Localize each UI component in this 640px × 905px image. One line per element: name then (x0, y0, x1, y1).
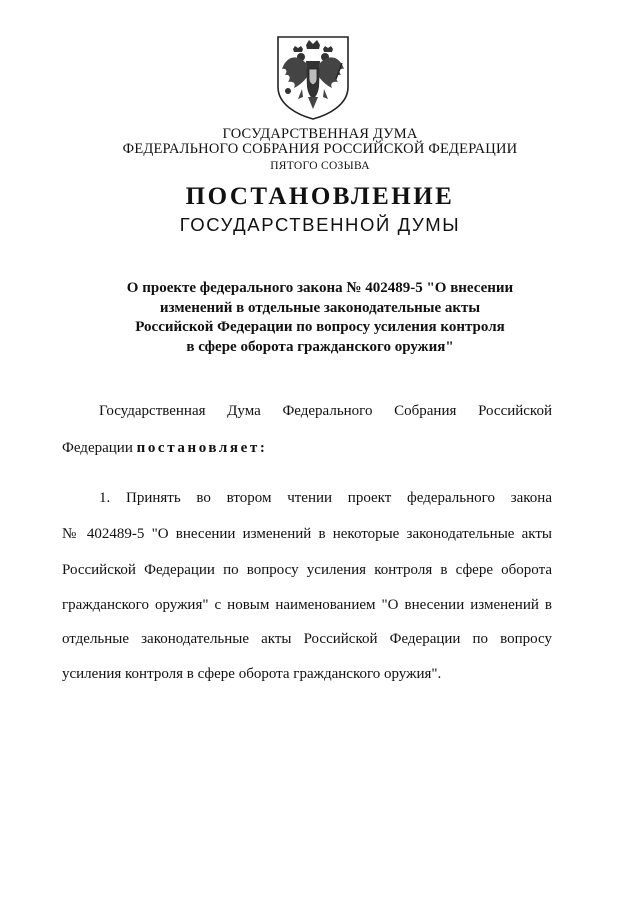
document-issuer-title: ГОСУДАРСТВЕННОЙ ДУМЫ (179, 214, 461, 235)
preamble-prefix: Федерации (62, 440, 133, 456)
subject-line: в сфере оборота гражданского оружия" (186, 338, 454, 355)
preamble-line: Государственная Дума Федерального Собрания Российской (99, 403, 552, 419)
subject-line: Российской Федерации по вопросу усиления контроля (135, 319, 505, 335)
preamble-line (62, 440, 552, 457)
org-line-1: ГОСУДАРСТВЕННАЯ ДУМА (222, 126, 418, 142)
item-1-line: отдельные законодательные акты Российской Федерации по вопросу (62, 631, 552, 647)
convocation-line: ПЯТОГО СОЗЫВА (270, 160, 370, 172)
item-1-line: усиления контроля в сфере оборота гражданского оружия". (62, 666, 442, 682)
item-1-line: 1. Принять во втором чтении проект федерального закона (99, 490, 552, 506)
item-1-line: гражданского оружия" с новым наименованием "О внесении изменений в (62, 597, 552, 613)
coat-of-arms-emblem-icon (276, 35, 350, 121)
item-1-line: Российской Федерации по вопросу усиления контроля в сфере оборота (62, 562, 552, 578)
org-line-2: ФЕДЕРАЛЬНОГО СОБРАНИЯ РОССИЙСКОЙ ФЕДЕРАЦИИ (122, 141, 518, 157)
item-1-line: № 402489-5 "О внесении изменений в некоторые законодательные акты (62, 526, 552, 542)
resolution-subject (0, 279, 640, 357)
decree-keyword: постановляет: (136, 440, 268, 456)
subject-line: О проекте федерального закона № 402489-5 "О внесении (126, 280, 514, 296)
document-type-title: ПОСТАНОВЛЕНИЕ (185, 183, 455, 210)
subject-line: изменений в отдельные законодательные акты (159, 299, 481, 316)
